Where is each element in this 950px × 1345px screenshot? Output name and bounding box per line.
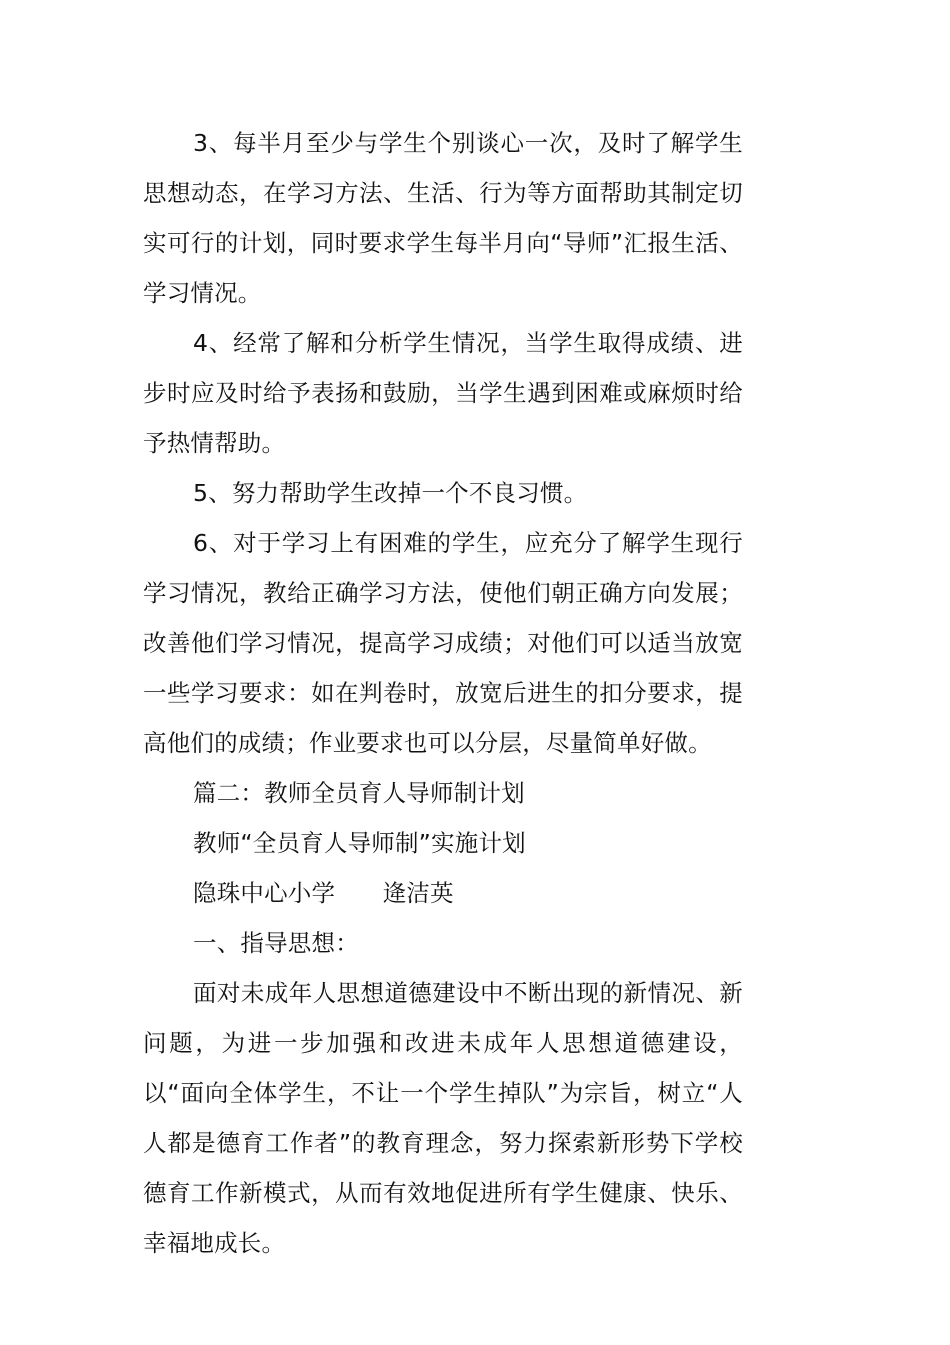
paragraph-item-3: 3、每半月至少与学生个别谈心一次，及时了解学生思想动态，在学习方法、生活、行为等方面帮助其制定切实可行的计划，同时要求学生每半月向“导师”汇报生活、学习情况。 bbox=[143, 129, 743, 307]
subsection-heading-guiding-thought: 一、指导思想： bbox=[193, 929, 359, 957]
paragraph-item-5: 5、努力帮助学生改掉一个不良习惯。 bbox=[193, 479, 588, 507]
document-body bbox=[143, 118, 743, 1268]
paragraph-item-4: 4、经常了解和分析学生情况，当学生取得成绩、进步时应及时给予表扬和鼓励，当学生遇到困难或麻烦时给予热情帮助。 bbox=[143, 329, 743, 457]
section-heading-part-two: 篇二：教师全员育人导师制计划 bbox=[193, 779, 525, 807]
plan-title: 教师“全员育人导师制”实施计划 bbox=[193, 829, 526, 857]
author-line: 隐珠中心小学 逄洁英 bbox=[193, 879, 454, 907]
guiding-thought-paragraph: 面对未成年人思想道德建设中不断出现的新情况、新问题，为进一步加强和改进未成年人思想道德建设，以“面向全体学生，不让一个学生掉队”为宗旨，树立“人人都是德育工作者”的教育理念，努力探索新形势下学校德育工作新模式，从而有效地促进所有学生健康、快乐、幸福地成长。 bbox=[143, 979, 743, 1257]
paragraph-item-6: 6、对于学习上有困难的学生，应充分了解学生现行学习情况，教给正确学习方法，使他们朝正确方向发展；改善他们学习情况，提高学习成绩；对他们可以适当放宽一些学习要求：如在判卷时，放宽后进生的扣分要求，提高他们的成绩；作业要求也可以分层，尽量简单好做。 bbox=[143, 529, 743, 757]
